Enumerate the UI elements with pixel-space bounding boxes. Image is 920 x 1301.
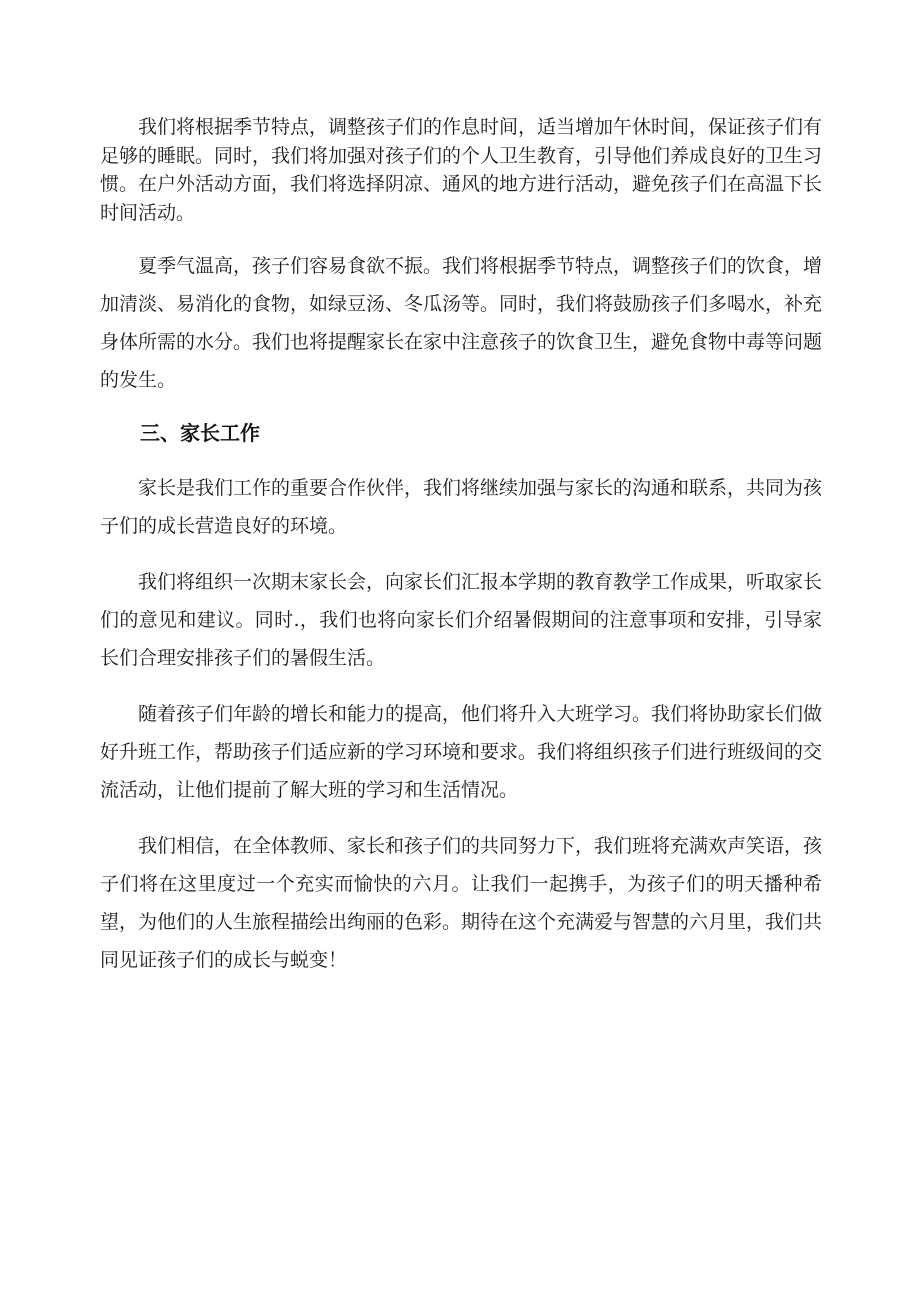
paragraph-closing: 我们相信，在全体教师、家长和孩子们的共同努力下，我们班将充满欢声笑语，孩子们将在这里度过一个充实而愉快的六月。让我们一起携手，为孩子们的明天播种希望，为他们的人生旅程描绘出绚丽的色彩。期待在这个充满爱与智慧的六月里，我们共同见证孩子们的成长与蜕变！ <box>100 835 823 971</box>
document-body <box>100 113 822 997</box>
paragraph-schedule-hygiene: 我们将根据季节特点，调整孩子们的作息时间，适当增加午休时间，保证孩子们有足够的睡眠。同时，我们将加强对孩子们的个人卫生教育，引导他们养成良好的卫生习惯。在户外活动方面，我们将选择阴凉、通风的地方进行活动，避免孩子们在高温下长时间活动。 <box>100 116 823 224</box>
paragraph-summer-diet: 夏季气温高，孩子们容易食欲不振。我们将根据季节特点，调整孩子们的饮食，增加清淡、易消化的食物，如绿豆汤、冬瓜汤等。同时，我们将鼓励孩子们多喝水，补充身体所需的水分。我们也将提醒家长在家中注意孩子的饮食卫生，避免食物中毒等问题的发生。 <box>100 255 823 391</box>
paragraph-parent-partnership: 家长是我们工作的重要合作伙伴，我们将继续加强与家长的沟通和联系，共同为孩子们的成长营造良好的环境。 <box>100 477 823 537</box>
section-heading-parent-work: 三、家长工作 <box>140 421 260 445</box>
paragraph-parent-meeting: 我们将组织一次期末家长会，向家长们汇报本学期的教育教学工作成果，听取家长们的意见和建议。同时.，我们也将向家长们介绍暑假期间的注意事项和安排，引导家长们合理安排孩子们的暑假生活。 <box>100 571 823 669</box>
paragraph-class-promotion: 随着孩子们年龄的增长和能力的提高，他们将升入大班学习。我们将协助家长们做好升班工作，帮助孩子们适应新的学习环境和要求。我们将组织孩子们进行班级间的交流活动，让他们提前了解大班的学习和生活情况。 <box>100 703 823 801</box>
